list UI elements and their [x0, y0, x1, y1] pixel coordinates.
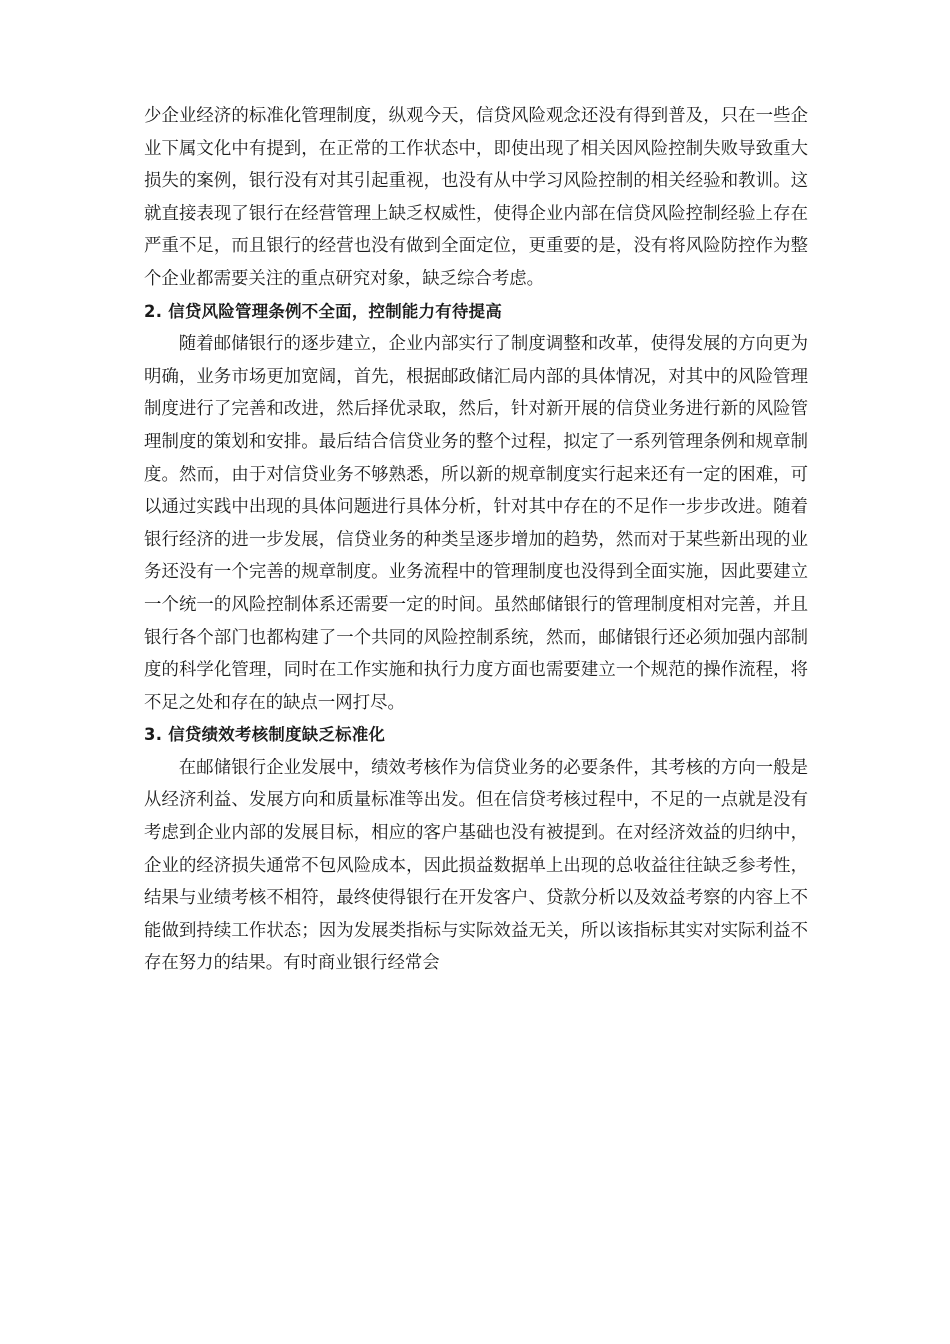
document-page — [144, 100, 808, 980]
body-paragraph: 在邮储银行企业发展中，绩效考核作为信贷业务的必要条件，其考核的方向一般是从经济利益、发展方向和质量标准等出发。但在信贷考核过程中，不足的一点就是没有考虑到企业内部的发展目标，相应的客户基础也没有被提到。在对经济效益的归纳中，企业的经济损失通常不包风险成本，因此损益数据单上出现的总收益往往缺乏参考性，结果与业绩考核不相符，最终使得银行在开发客户、贷款分析以及效益考察的内容上不能做到持续工作状态；因为发展类指标与实际效益无关，所以该指标其实对实际利益不存在努力的结果。有时商业银行经常会 — [144, 757, 808, 974]
body-paragraph: 随着邮储银行的逐步建立，企业内部实行了制度调整和改革，使得发展的方向更为明确，业务市场更加宽阔，首先，根据邮政储汇局内部的具体情况，对其中的风险管理制度进行了完善和改进，然后择优录取，然后，针对新开展的信贷业务进行新的风险管理制度的策划和安排。最后结合信贷业务的整个过程，拟定了一系列管理条例和规章制度。然而，由于对信贷业务不够熟悉，所以新的规章制度实行起来还有一定的困难，可以通过实践中出现的具体问题进行具体分析，针对其中存在的不足作一步步改进。随着银行经济的进一步发展，信贷业务的种类呈逐步增加的趋势，然而对于某些新出现的业务还没有一个完善的规章制度。业务流程中的管理制度也没得到全面实施，因此要建立一个统一的风险控制体系还需要一定的时间。虽然邮储银行的管理制度相对完善，并且银行各个部门也都构建了一个共同的风险控制系统，然而，邮储银行还必须加强内部制度的科学化管理，同时在工作实施和执行力度方面也需要建立一个规范的操作流程，将不足之处和存在的缺点一网打尽。 — [144, 334, 808, 713]
body-paragraph: 少企业经济的标准化管理制度，纵观今天，信贷风险观念还没有得到普及，只在一些企业下属文化中有提到，在正常的工作状态中，即使出现了相关因风险控制失败导致重大损失的案例，银行没有对其引起重视，也没有从中学习风险控制的相关经验和教训。这就直接表现了银行在经营管理上缺乏权威性，使得企业内部在信贷风险控制经验上存在严重不足，而且银行的经营也没有做到全面定位，更重要的是，没有将风险防控作为整个企业都需要关注的重点研究对象，缺乏综合考虑。 — [144, 106, 808, 289]
section-heading: 3. 信贷绩效考核制度缺乏标准化 — [144, 725, 386, 745]
section-heading: 2. 信贷风险管理条例不全面，控制能力有待提高 — [144, 301, 503, 321]
